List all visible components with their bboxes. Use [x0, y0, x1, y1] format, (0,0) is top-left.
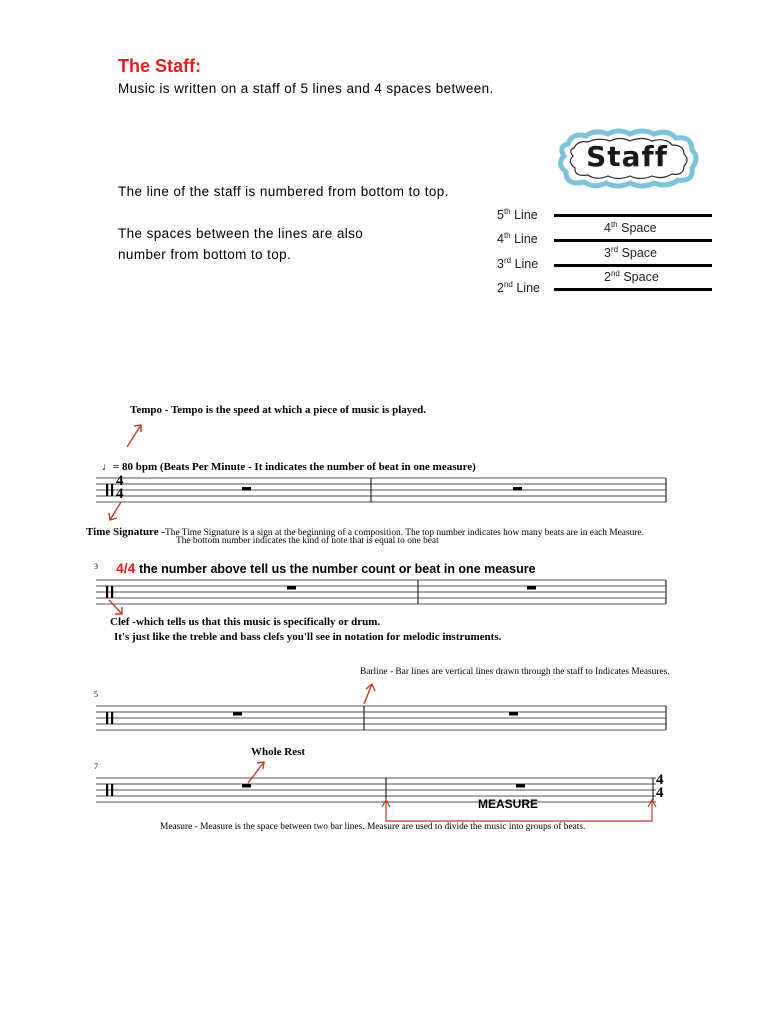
time-signature-bottom: 4 — [116, 486, 124, 502]
spaces-text-line2: number from bottom to top. — [118, 247, 292, 262]
diagram-line-5 — [554, 214, 712, 217]
whole-rest-icon — [233, 712, 242, 716]
whole-rest-icon — [513, 487, 522, 491]
tempo-text: Tempo - Tempo is the speed at which a piece of music is played. — [130, 404, 427, 416]
spaces-text-line1: The spaces between the lines are also — [118, 226, 364, 241]
measure-label: MEASURE — [478, 797, 539, 811]
time-signature-desc-2: The bottom number indicates the kind of note that is equal to one beat — [176, 536, 439, 546]
space-label-2: 2nd Space — [604, 269, 659, 285]
arrow-icon — [360, 680, 380, 706]
space-label-4: 4th Space — [604, 220, 657, 236]
page-title: The Staff: — [118, 56, 201, 76]
whole-rest-icon — [527, 586, 536, 590]
staff-1 — [96, 473, 668, 504]
whole-rest-icon — [287, 586, 296, 590]
fraction-row — [116, 560, 536, 576]
whole-rest-icon — [516, 784, 525, 788]
clef-text-1: Clef -which tells us that this music is specifically or drum. — [110, 616, 381, 628]
fraction-desc: the number above tell us the number count or beat in one measure — [135, 562, 536, 576]
whole-rest-icon — [242, 487, 251, 491]
arrow-icon — [124, 420, 146, 450]
diagram-line-4 — [554, 239, 712, 242]
diagram-line-3 — [554, 264, 712, 267]
measure-number: 7 — [94, 762, 98, 771]
staff-logo — [554, 128, 700, 190]
whole-rest-label: Whole Rest — [251, 746, 306, 758]
end-time-signature-bottom: 4 — [656, 785, 664, 801]
time-signature-label: Time Signature - — [86, 526, 166, 538]
line-label-4: 4th Line — [497, 231, 538, 247]
line-label-5: 5th Line — [497, 207, 538, 223]
quarter-note-icon: ♩ — [102, 461, 113, 473]
line-numbering-text: The line of the staff is numbered from bottom to top. — [118, 184, 449, 199]
arrow-icon — [106, 598, 126, 618]
time-signature-desc: The Time Signature is a sign at the beginning of a composition. The top number indicates how many beats are in each Measure. — [165, 528, 644, 538]
whole-rest-icon — [509, 712, 518, 716]
measure-desc: Measure - Measure is the space between two bar lines. Measure are used to divide the music into groups of beats. — [160, 822, 586, 832]
end-time-signature-top: 4 — [656, 772, 664, 788]
line-label-3: 3rd Line — [497, 256, 539, 272]
staff-3 — [96, 704, 668, 732]
space-label-3: 3rd Space — [604, 245, 658, 261]
measure-number: 5 — [94, 690, 98, 699]
measure-number: 3 — [94, 562, 98, 571]
barline-text: Barline - Bar lines are vertical lines drawn through the staff to Indicates Measures. — [360, 667, 670, 677]
intro-text: Music is written on a staff of 5 lines and 4 spaces between. — [118, 81, 494, 96]
fraction-text: 4/4 — [116, 560, 136, 576]
whole-rest-icon — [242, 784, 251, 788]
line-label-2: 2nd Line — [497, 280, 540, 296]
arrow-icon — [106, 500, 126, 524]
bpm-line: ♩= 80 bpm (Beats Per Minute - It indicates the number of beat in one measure) — [102, 461, 476, 473]
diagram-line-2 — [554, 288, 712, 291]
time-signature-top: 4 — [116, 473, 124, 489]
staff-logo-text: Staff — [586, 140, 668, 173]
clef-text-2: It's just like the treble and bass clefs you'll see in notation for melodic instruments. — [114, 631, 502, 643]
staff-2 — [96, 578, 668, 606]
